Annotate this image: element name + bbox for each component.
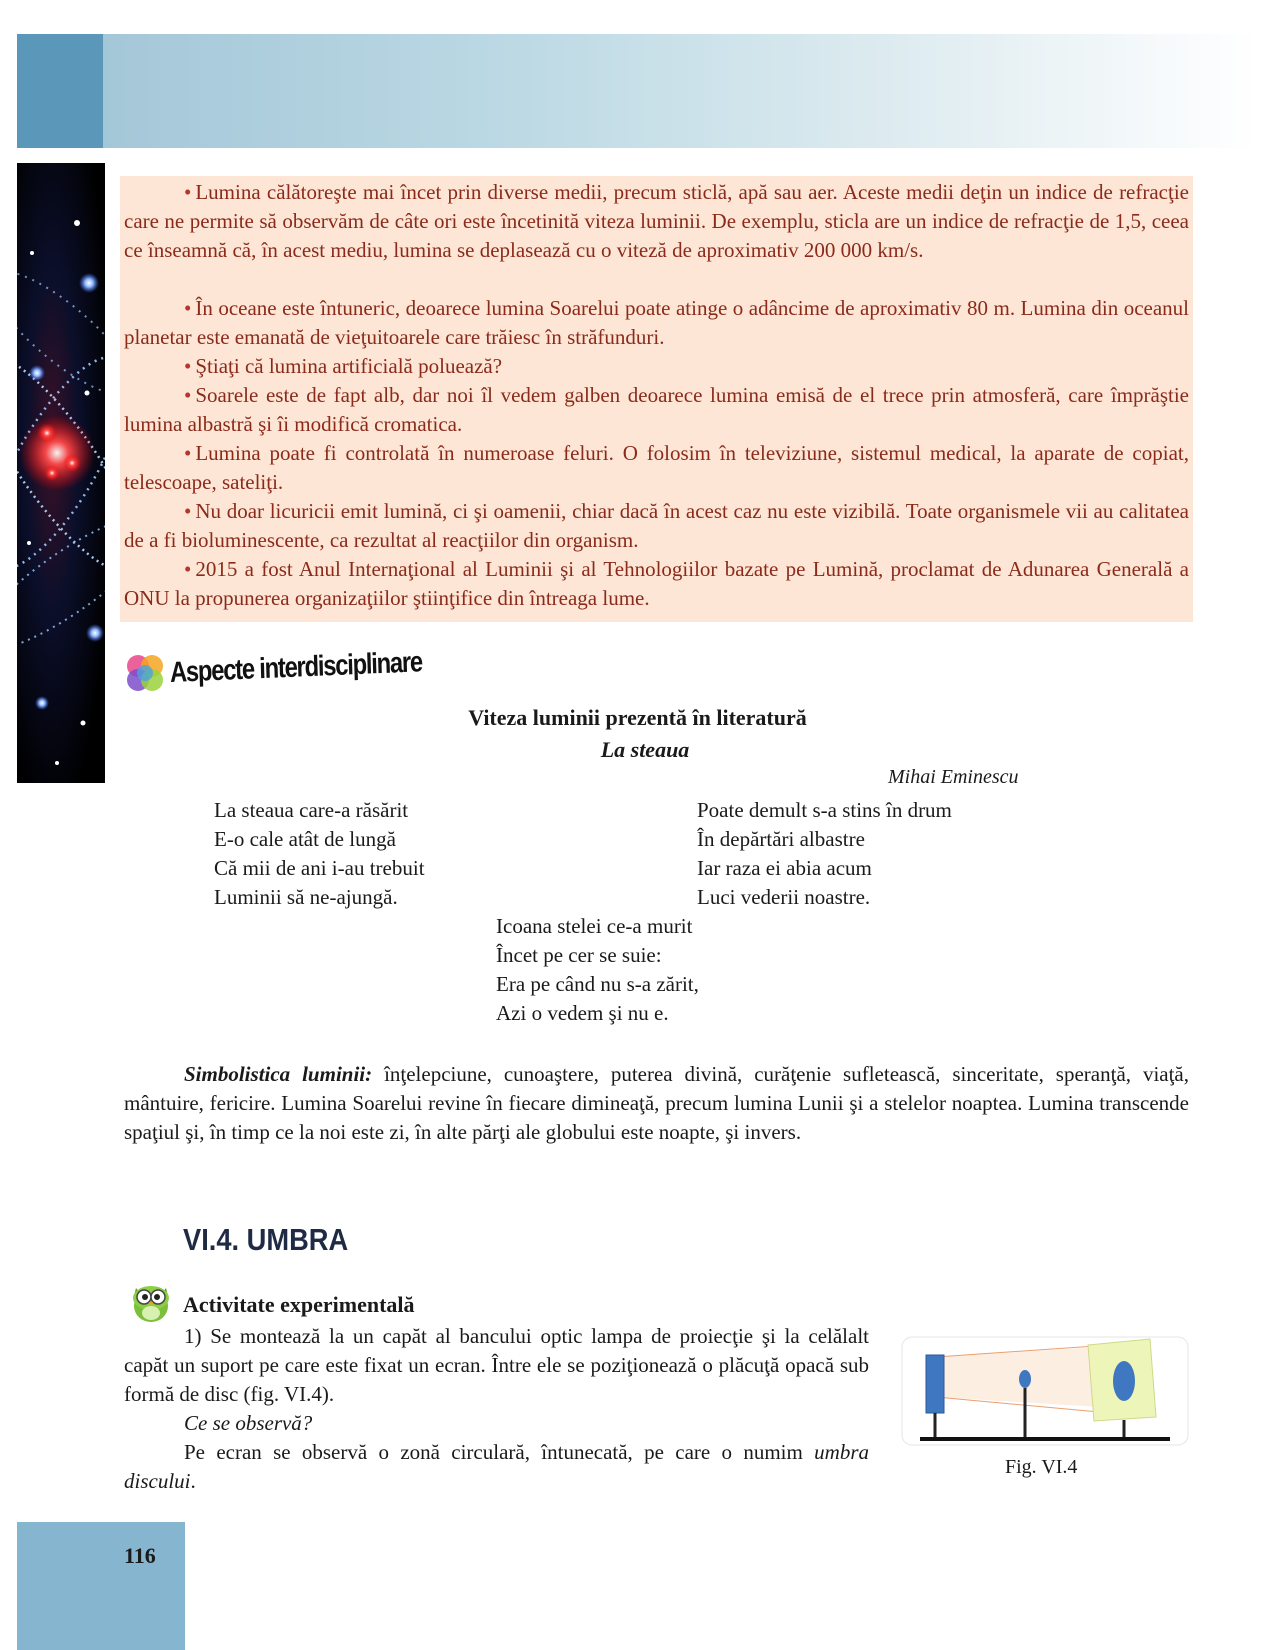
color-circles-icon — [122, 650, 168, 696]
fact-item: • Lumina poate fi controlată în numeroase feluri. O folosim în televiziune, sistemul medical, la aparate de copiat, telescoape, sateliţi. — [124, 441, 1189, 494]
poem-line: Icoana stelei ce-a murit — [496, 914, 693, 938]
symbolism-lead: Simbolistica luminii: — [184, 1062, 373, 1086]
activity-title: Activitate experimentală — [183, 1292, 415, 1317]
poem-line: Poate demult s-a stins în drum — [697, 798, 952, 822]
poem-line: Că mii de ani i-au trebuit — [214, 856, 425, 880]
figure-caption: Fig. VI.4 — [1005, 1456, 1078, 1478]
fact-item: • Lumina călătoreşte mai încet prin diverse medii, precum sticlă, apă sau aer. Aceste medii deţin un indice de refracţie care ne permite să observăm de câte ori este încetinită viteza luminii. De exemplu, sticla are un indice de refracţie de 1,5, ceea ce înseamnă că, în acest mediu, lumina se deplasează cu o viteză de aproximativ 200 000 km/s. — [124, 180, 1189, 262]
header-accent-square — [17, 34, 103, 148]
symbolism-text: înţelepciune, cunoaştere, puterea divină, curăţenie sufletească, sinceritate, speranţă, viaţă, mântuire, fericire. Lumina Soarelui revine în fiecare dimineaţă, precum lumina Lunii şi a stelelor noaptea. Lumina transcende spaţiul şi, în timp ce la noi este zi, în alte părţi ale globului este noapte, şi invers. — [124, 1062, 1190, 1144]
owl-icon — [128, 1278, 174, 1324]
fact-item: • În oceane este întuneric, deoarece lumina Soarelui poate atinge o adâncime de aproximativ 80 m. Lumina din oceanul planetar este emanată de vieţuitoarele care trăiesc în străfunduri. — [124, 296, 1189, 349]
poem-line: Încet pe cer se suie: — [496, 943, 662, 967]
poem-stanza-2 — [697, 796, 952, 912]
poem-line: Luminii să ne-ajungă. — [214, 885, 398, 909]
symbolism-paragraph — [124, 1060, 1189, 1147]
fact-item: • Nu doar licuricii emit lumină, ci şi oamenii, chiar dacă în acest caz nu este vizibilă. Toate organismele vii au calitatea de a fi bioluminescente, ca rezultat al reacţiilor din organism. — [124, 499, 1189, 552]
interdisciplinary-heading — [122, 645, 477, 698]
experiment-question: Ce se observă? — [184, 1411, 313, 1435]
poem-line: În depărtări albastre — [697, 827, 865, 851]
atom-stars-illustration — [17, 163, 105, 783]
poem-line: E-o cale atât de lungă — [214, 827, 396, 851]
starry-side-image — [17, 163, 105, 783]
experiment-answer: Pe ecran se observă o zonă circulară, întunecată, pe care o numim umbra discului. — [124, 1440, 869, 1493]
page-number-tab — [17, 1522, 185, 1650]
fact-item: • 2015 a fost Anul Internaţional al Luminii şi al Tehnologiilor bazate pe Lumină, proclamat de Adunarea Generală a ONU la propunerea organizaţiilor ştiinţifice din întreaga lume. — [124, 557, 1189, 610]
experiment-text — [124, 1322, 869, 1496]
experiment-step: 1) Se montează la un capăt al bancului optic lampa de proiecţie şi la celălalt capăt un suport pe care este fixat un ecran. Între ele se poziţionează o plăcuţă opacă sub formă de disc (fig. VI.4). — [124, 1324, 869, 1406]
poem-stanza-3 — [496, 912, 699, 1028]
interdisciplinary-title: Aspecte interdisciplinare — [169, 645, 423, 689]
poem-line: Iar raza ei abia acum — [697, 856, 872, 880]
fact-item: • Ştiaţi că lumina artificială poluează? — [184, 354, 503, 378]
poem-title: La steaua — [600, 737, 690, 762]
poem-author: Mihai Eminescu — [888, 766, 1019, 788]
poem-line: Era pe când nu s-a zărit, — [496, 972, 699, 996]
optical-bench-figure — [900, 1335, 1190, 1450]
header-band — [17, 34, 1258, 148]
fact-item: • Soarele este de fapt alb, dar noi îl vedem galben deoarece lumina emisă de el trece prin atmosferă, care împrăştie lumina albastră şi îi modifică cromatica. — [124, 383, 1189, 436]
poem-line: Azi o vedem şi nu e. — [496, 1001, 669, 1025]
section-title: VI.4. UMBRA — [183, 1222, 349, 1257]
poem-stanza-1 — [214, 796, 425, 912]
poem-line: Luci vederii noastre. — [697, 885, 871, 909]
literature-subtitle: Viteza luminii prezentă în literatură — [468, 705, 807, 730]
page-number: 116 — [124, 1543, 156, 1568]
poem-line: La steaua care-a răsărit — [214, 798, 409, 822]
